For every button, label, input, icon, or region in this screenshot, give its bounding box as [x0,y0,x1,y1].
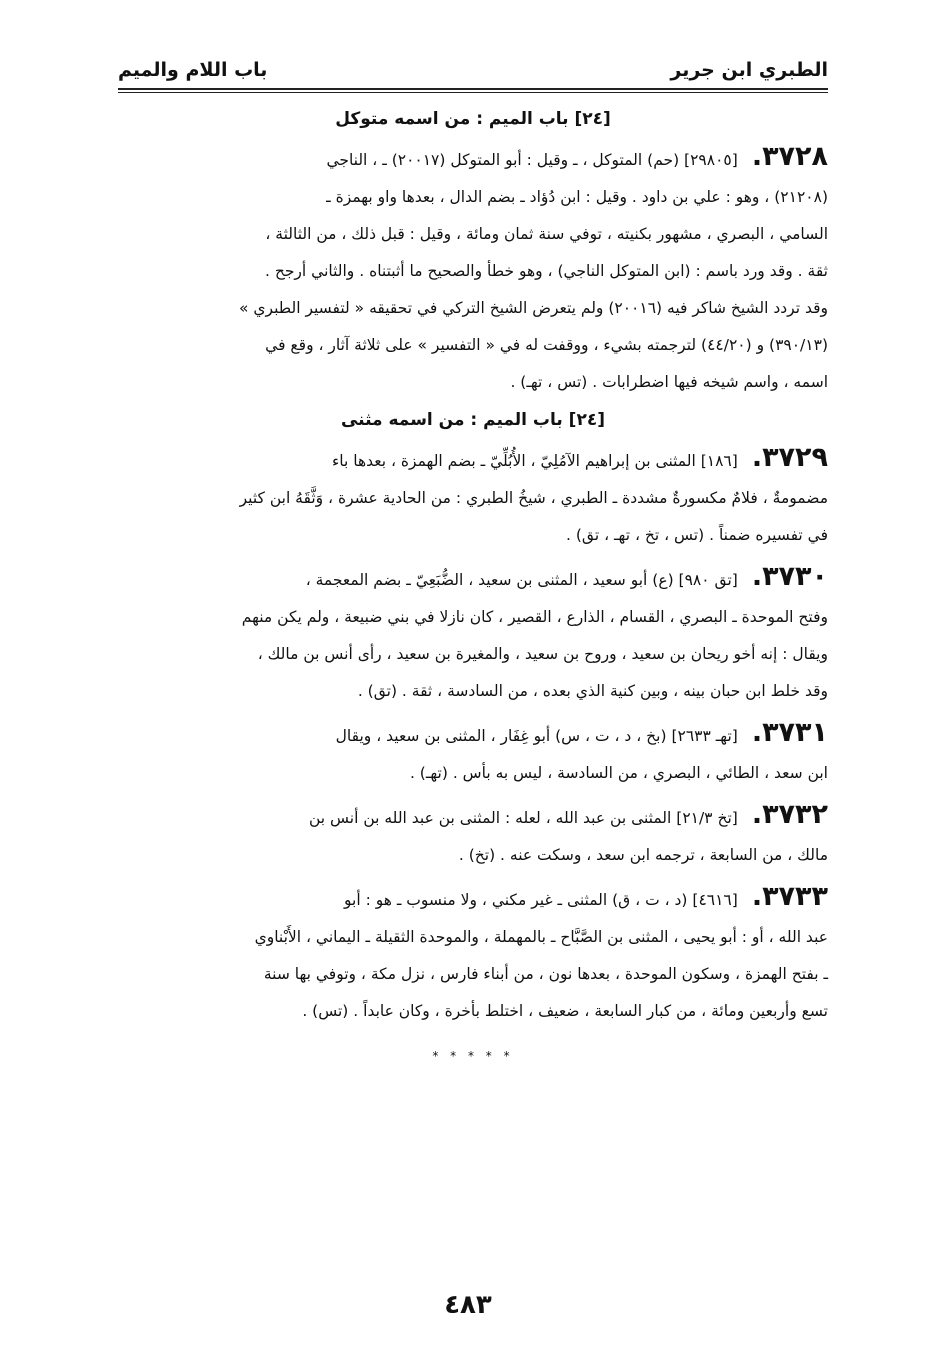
entry-line: اسمه ، واسم شيخه فيها اضطرابات . (تس ، تهـ) . [510,373,828,391]
entry-3731 [118,714,828,792]
header-rule [118,88,828,90]
entry-3729 [118,439,828,554]
entry-number: ٣٧٣٣. [751,881,828,912]
entry-3730 [118,558,828,710]
entry-number: ٣٧٢٩. [751,442,828,473]
entry-line: ٣٧٣١.[تهـ ٢٦٣٣] (بخ ، د ، ت ، س) أبو غِفَار ، المثنى بن سعيد ، ويقال [335,717,828,748]
entry-line: ويقال : إنه أخو ريحان بن سعيد ، وروح بن سعيد ، والمغيرة بن سعيد ، رأى أنس بن مالك ، [257,645,828,663]
section-separator: * * * * * [432,1049,514,1063]
entry-line: ٣٧٣٣.[٤٦١٦] (د ، ت ، ق) المثنى ـ غير مكني ، ولا منسوب ـ هو : أبو [344,881,828,912]
entry-line: وقد خلط ابن حبان بينه ، وبين كنية الذي بعده ، من السادسة ، ثقة . (تق) . [357,682,828,700]
entry-line: ٣٧٣٢.[تخ ٢١/٣] المثنى بن عبد الله ، لعله : المثنى بن عبد الله بن أنس بن [308,799,828,830]
running-head-left: باب اللام والميم [118,59,268,81]
entry-line: ٣٧٣٠.[تق ٩٨٠] (ع) أبو سعيد ، المثنى بن سعيد ، الضُّبَعِيّ ـ بضم المعجمة ، [305,561,828,592]
entry-3732 [118,796,828,874]
running-head [118,50,828,90]
entry-line: (٣٩٠/١٣) و (٤٤/٢٠) لترجمته بشيء ، ووقفت له في « التفسير » على ثلاثة آثار ، وقع في [265,336,828,354]
entry-line: ابن سعد ، الطائي ، البصري ، من السادسة ، ليس به بأس . (تهـ) . [409,764,828,782]
entry-line: مضمومةٌ ، فلامٌ مكسورةٌ مشددة ـ الطبري ، شيخُ الطبري : من الحادية عشرة ، وَثَّقَهُ ابن كثير [239,489,828,507]
entry-number: ٣٧٣١. [751,717,828,748]
entry-line: ٣٧٢٩.[١٨٦] المثنى بن إبراهيم الآمُلِيّ ، الأُبُلِّيّ ـ بضم الهمزة ، بعدها باء [331,442,828,473]
section-heading: [٢٤] باب الميم : من اسمه مثنى [340,410,606,430]
entry-number: ٣٧٣٠. [751,561,828,592]
entry-line: السامي ، البصري ، مشهور بكنيته ، توفي سنة ثمان ومائة ، وقيل : قبل ذلك ، من الثالثة ، [265,225,828,243]
entry-3733 [118,878,828,1030]
page-body [118,100,828,1075]
entry-line: عبد الله ، أو : أبو يحيى ، المثنى بن الصَّبَّاح ـ بالمهملة ، والموحدة الثقيلة ـ اليماني ، الأَبْناوي [254,928,828,946]
entry-line: ٣٧٢٨.[٢٩٨٠٥] (حم) المتوكل ، ـ وقيل : أبو المتوكل (٢٠٠١٧) ـ ، الناجي [326,141,828,172]
entry-line: تسع وأربعين ومائة ، من كبار السابعة ، ضعيف ، اختلط بأخرة ، وكان عابداً . (تس) . [302,1002,828,1020]
entry-line: ـ بفتح الهمزة ، وسكون الموحدة ، بعدها نون ، من أبناء فارس ، نزل مكة ، وتوفي بها سنة [263,965,828,983]
entry-line: وقد تردد الشيخ شاكر فيه (٢٠٠١٦) ولم يتعرض الشيخ التركي في تحقيقه « لتفسير الطبري » [239,299,828,317]
entry-line: في تفسيره ضمناً . (تس ، تخ ، تهـ ، تق) . [566,526,828,544]
header-rule-thin [118,92,828,93]
entry-line: مالك ، من السابعة ، ترجمه ابن سعد ، وسكت عنه . (تخ) . [458,846,828,864]
entry-number: ٣٧٣٢. [751,799,828,830]
running-head-right: الطبري ابن جرير [670,59,828,81]
entry-3728 [118,138,828,401]
page-number: ٤٨٣ [444,1290,492,1320]
section-heading: [٢٤] باب الميم : من اسمه متوكل [335,109,611,129]
entry-line: وفتح الموحدة ـ البصري ، القسام ، الذارع ، القصير ، كان نازلا في بني ضبيعة ، ولم يكن منهم [241,608,828,626]
entry-line: (٢١٢٠٨) ، وهو : علي بن داود . وقيل : ابن دُؤاد ـ بضم الدال ، بعدها واو بهمزة ـ [326,188,828,206]
entry-number: ٣٧٢٨. [751,141,828,172]
entry-line: ثقة . وقد ورد باسم : (ابن المتوكل الناجي) ، وهو خطأ والصحيح ما أثبتناه . والثاني أرجح . [264,262,828,280]
